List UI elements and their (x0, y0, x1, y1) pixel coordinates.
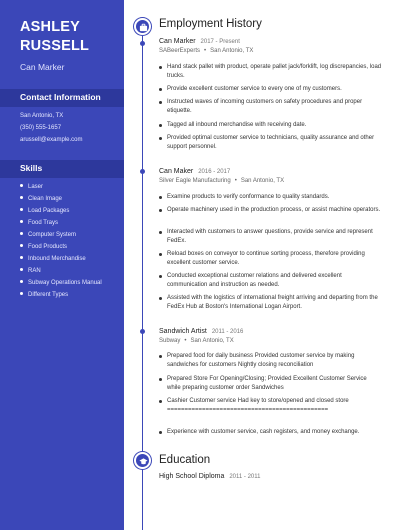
skill-item: Laser (20, 184, 43, 190)
job-dates: 2011 - 2016 (211, 329, 244, 335)
skill-item: Food Trays (20, 220, 58, 226)
job-bullet: Tagged all inbound merchandise with receiving date. (167, 121, 382, 130)
job-bullet: Instructed waves of incoming customers on safety procedures and proper etiquette. (167, 98, 382, 115)
bullet-dot-icon (20, 196, 23, 199)
company-line: Silver Eagle Manufacturing • San Antonio, TX (159, 178, 285, 184)
degree-title: High School Diploma (159, 473, 225, 480)
company-name: Silver Eagle Manufacturing (159, 178, 231, 184)
skill-item: Clean Image (20, 196, 62, 202)
company-line: Subway • San Antonio, TX (159, 338, 234, 344)
job-bullet: Prepared Store For Opening/Closing; Provided Excellent Customer Service while preparing customer order Sandwiches (167, 375, 382, 392)
job-bullet: Interacted with customers to answer questions, provide service and represent FedEx. (167, 228, 382, 245)
job-bullet: Conducted exceptional customer relations and delivered excellent communication and instruction as needed. (167, 272, 382, 289)
job-bullet: Cashier Customer service Had key to store/opened and closed store ============================================== (167, 397, 382, 414)
bullet-dot-icon (20, 220, 23, 223)
briefcase-icon (134, 18, 151, 35)
job-location: San Antonio, TX (240, 178, 285, 184)
timeline-dot (140, 41, 145, 46)
bullet-dot-icon (20, 268, 23, 271)
bullet-dot-icon (20, 184, 23, 187)
first-name: ASHLEY (20, 19, 81, 35)
education-line (159, 473, 260, 480)
timeline-dot (140, 329, 145, 334)
candidate-name (20, 18, 89, 56)
contact-location: San Antonio, TX (20, 113, 64, 119)
job-dates: 2016 - 2017 (198, 169, 231, 175)
bullet-dot-icon (20, 208, 23, 211)
job-title-line (159, 168, 230, 175)
skill-item: RAN (20, 268, 41, 274)
bullet-dot-icon (20, 280, 23, 283)
skills-section-header (0, 160, 124, 178)
skill-item: Subway Operations Manual (20, 280, 102, 286)
job-bullet: Reload boxes on conveyor to continue sorting process, therefore providing excellent customer service. (167, 250, 382, 267)
skill-item: Food Products (20, 244, 67, 250)
job-bullet: Examine products to verify conformance to quality standards. (167, 193, 382, 202)
job-title: Can Maker (159, 168, 194, 175)
job-title-line (159, 38, 240, 45)
job-bullet: Assisted with the logistics of international freight arriving and departing from the FedEx Hub at Boston's International Logan Airport. (167, 294, 382, 311)
job-location: San Antonio, TX (190, 338, 234, 344)
last-name: RUSSELL (20, 38, 90, 54)
job-title-line (159, 328, 243, 335)
contact-email: arussell@example.com (20, 137, 83, 143)
job-bullet: Operate machinery used in the production process, or assist machine operators. (167, 207, 381, 213)
education-heading: Education (159, 454, 211, 466)
bullet-dot-icon (20, 232, 23, 235)
contact-phone: (350) 555-1657 (20, 125, 62, 131)
skill-item: Computer System (20, 232, 76, 238)
job-bullet: Provided optimal customer service to technicians, quality assurance and other support personnel. (167, 134, 382, 151)
job-bullet: Prepared food for daily business Provided customer service by making sandwiches for customers Nightly closing reconciliation (167, 352, 382, 369)
job-bullet: Experience with customer service, cash registers, and money exchange. (167, 428, 382, 437)
job-title: Sandwich Artist (159, 328, 207, 335)
company-name: Subway (159, 338, 181, 344)
bullet-dot-icon (20, 292, 23, 295)
job-bullet: Hand stack pallet with product, operate pallet jack/forklift, log discrepancies, load trucks. (167, 64, 382, 79)
education-dates: 2011 - 2011 (229, 474, 261, 480)
skill-item: Load Packages (20, 208, 69, 214)
company-name: SABeerExperts (159, 48, 201, 54)
contact-heading: Contact Information (20, 92, 101, 102)
skill-item: Inbound Merchandise (20, 256, 86, 262)
bullet-dot-icon (20, 256, 23, 259)
candidate-title: Can Marker (20, 62, 65, 72)
company-line: SABeerExperts • San Antonio, TX (159, 48, 254, 54)
skills-heading: Skills (20, 163, 43, 173)
employment-heading: Employment History (159, 18, 262, 30)
job-location: San Antonio, TX (210, 48, 254, 54)
contact-section-header (0, 89, 124, 107)
timeline-dot (140, 169, 145, 174)
sidebar (0, 0, 124, 530)
skill-item: Different Types (20, 292, 68, 298)
job-dates: 2017 - Present (200, 39, 240, 45)
job-title: Can Marker (159, 38, 196, 45)
job-bullet: Provide excellent customer service to every one of my customers. (167, 85, 382, 94)
graduation-cap-icon (134, 452, 151, 469)
bullet-dot-icon (20, 244, 23, 247)
